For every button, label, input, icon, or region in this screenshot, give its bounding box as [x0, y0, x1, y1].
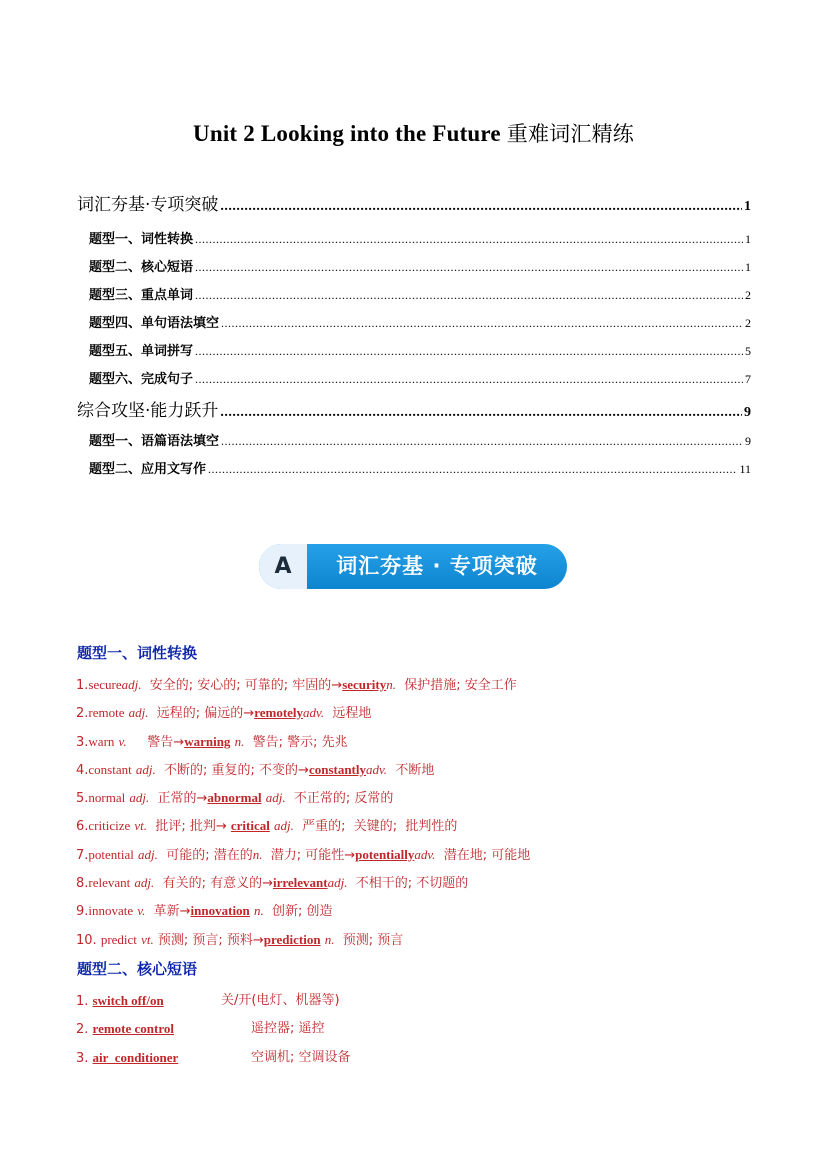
item-meaning: 空调机; 空调设备 [251, 1049, 351, 1065]
toc-leader-dots [220, 405, 742, 421]
item-pos: v. [118, 733, 127, 749]
item-word: normal [88, 790, 126, 806]
toc-entry[interactable] [77, 458, 751, 486]
toc-page-number: 5 [745, 344, 751, 358]
item-answer-pos: adv. [414, 846, 436, 862]
toc-page-number: 1 [745, 232, 751, 246]
item-answer: warning [184, 733, 231, 749]
toc-leader-dots [195, 232, 743, 247]
item-answer-pos: n. [234, 733, 245, 749]
item-number: 6. [76, 819, 89, 835]
item-number: 3. [76, 734, 89, 750]
item-pos: v. [137, 903, 146, 919]
item-pos: vt. [134, 818, 148, 834]
list-item [76, 1015, 776, 1043]
toc-entry-label: 题型三、重点单词 [89, 288, 194, 303]
item-answer: constantly [308, 761, 366, 777]
item-number: 2. [76, 706, 89, 722]
item-meaning: 正常的→ [157, 791, 208, 807]
toc-leader-dots [208, 462, 737, 477]
item-answer: security [342, 677, 387, 692]
item-number: 4. [76, 762, 89, 778]
item-word: potential [88, 846, 134, 862]
toc-entry[interactable] [77, 368, 751, 396]
word-forms-list [76, 671, 776, 954]
item-answer-pos: adv. [366, 761, 388, 777]
item-word: constant [88, 761, 132, 777]
item-meaning: 遥控器; 遥控 [251, 1021, 325, 1037]
toc-page-number: 9 [744, 405, 751, 420]
toc-leader-dots [221, 316, 743, 331]
toc-entry-label: 题型五、单词拼写 [89, 344, 194, 359]
toc-entry[interactable] [77, 228, 751, 256]
toc-entry-label: 题型二、核心短语 [89, 260, 194, 275]
toc-entry[interactable] [77, 312, 751, 340]
item-meaning: 警告→ [147, 734, 185, 750]
list-item [76, 987, 776, 1015]
toc-entry-label: 词汇夯基·专项突破 [77, 195, 219, 215]
item-answer: remotely [254, 705, 304, 721]
toc-page-number: 2 [745, 316, 751, 330]
item-answer-meaning: 创新; 创造 [271, 904, 333, 920]
item-number: 1. [76, 994, 89, 1009]
item-answer: air conditioner [92, 1049, 179, 1065]
item-word: remote [88, 705, 125, 721]
toc-page-number: 9 [745, 434, 751, 448]
item-meaning: 可能的; 潜在的 [166, 847, 253, 863]
table-of-contents [77, 190, 751, 486]
item-answer-pos: adj. [327, 875, 348, 891]
toc-leader-dots [221, 434, 743, 449]
item-answer-pos: adj. [273, 818, 294, 834]
item-number: 10. [76, 932, 97, 948]
list-item [76, 784, 776, 812]
item-pos: adj. [128, 705, 149, 721]
item-meaning: 批评; 批判→ [155, 819, 227, 835]
toc-entry-label: 题型六、完成句子 [89, 372, 194, 387]
banner-label: 词汇夯基 · 专项突破 [336, 554, 538, 578]
item-answer-meaning: 预测; 预言 [342, 932, 404, 948]
item-word: relevant [88, 875, 131, 891]
item-number: 5. [76, 791, 89, 807]
toc-entry-label: 综合攻坚·能力跃升 [77, 401, 219, 421]
toc-entry[interactable] [77, 190, 751, 228]
toc-page-number: 1 [745, 260, 751, 274]
item-answer: critical [230, 818, 270, 834]
item-answer-meaning: 警告; 警示; 先兆 [252, 734, 348, 750]
item-meaning: 有关的; 有意义的→ [162, 876, 273, 892]
item-number: 8. [76, 876, 89, 892]
item-pos: adj. [129, 790, 150, 806]
item-pos-secondary: n. [252, 846, 263, 862]
toc-leader-dots [195, 288, 743, 303]
list-item [76, 699, 776, 727]
toc-entry[interactable] [77, 256, 751, 284]
item-word: predict [100, 931, 137, 947]
toc-entry-label: 题型二、应用文写作 [89, 462, 207, 477]
item-answer: innovation [190, 903, 250, 919]
item-meaning: 革新→ [153, 904, 191, 920]
toc-entry-label: 题型一、词性转换 [89, 232, 194, 247]
item-number: 7. [76, 847, 89, 863]
toc-entry-label: 题型一、语篇语法填空 [89, 434, 220, 449]
item-answer: irrelevant [272, 875, 328, 891]
banner-letter-badge [259, 544, 307, 589]
toc-entry[interactable] [77, 396, 751, 430]
item-answer-pos: adj. [265, 790, 286, 806]
item-meaning: 安全的; 安心的; 可靠的; 牢固的→ [149, 678, 343, 693]
toc-entry[interactable] [77, 430, 751, 458]
item-word: criticize [88, 818, 131, 834]
list-item [76, 841, 776, 869]
item-meaning: 预测; 预言; 预料→ [157, 932, 264, 948]
toc-page-number: 11 [739, 462, 751, 476]
toc-leader-dots [195, 260, 743, 275]
item-meaning-secondary: 潜力; 可能性→ [270, 847, 356, 863]
section-banner [259, 544, 567, 589]
toc-page-number: 7 [745, 372, 751, 386]
list-item [76, 728, 776, 756]
item-answer-pos: n. [324, 931, 335, 947]
item-answer: prediction [263, 931, 321, 947]
item-word: innovate [88, 903, 134, 919]
item-answer-meaning: 不断地 [395, 762, 435, 778]
toc-entry[interactable] [77, 340, 751, 368]
item-meaning: 远程的; 偏远的→ [156, 706, 255, 722]
item-word: warn [88, 733, 115, 749]
list-item [76, 869, 776, 897]
item-meaning: 关/开(电灯、机器等) [221, 993, 340, 1008]
item-number: 2. [76, 1022, 89, 1038]
item-pos: adj. [121, 677, 142, 692]
item-word: secure [88, 677, 122, 692]
title-chinese: 重难词汇精练 [506, 122, 634, 146]
phrases-list [76, 987, 776, 1072]
item-pos: adj. [138, 846, 158, 862]
item-answer-meaning: 保护措施; 安全工作 [404, 678, 517, 693]
item-number: 3. [76, 1050, 89, 1066]
toc-page-number: 1 [744, 199, 751, 214]
list-item [76, 756, 776, 784]
section-heading-phrases: 题型二、核心短语 [77, 960, 198, 978]
toc-entry[interactable] [77, 284, 751, 312]
item-number: 9. [76, 904, 89, 920]
item-pos: adj. [135, 761, 156, 777]
item-answer: remote control [92, 1021, 175, 1037]
item-answer: abnormal [207, 790, 262, 806]
item-answer-meaning: 远程地 [332, 706, 372, 722]
item-pos: adj. [134, 875, 155, 891]
toc-entry-label: 题型四、单句语法填空 [89, 316, 220, 331]
toc-leader-dots [195, 344, 743, 359]
item-pos: vt. [141, 931, 154, 947]
item-answer: switch off/on [92, 993, 164, 1008]
item-answer-pos: n. [253, 903, 264, 919]
item-answer: potentially [355, 846, 415, 862]
item-answer-pos: n. [386, 677, 396, 692]
toc-leader-dots [195, 372, 743, 387]
title-english: Unit 2 Looking into the Future [193, 121, 501, 146]
item-answer-meaning: 潜在地; 可能地 [443, 847, 531, 863]
list-item [76, 1044, 776, 1072]
item-number: 1. [76, 678, 89, 693]
item-answer-pos: adv. [303, 705, 325, 721]
page-title [0, 118, 827, 148]
toc-leader-dots [220, 199, 742, 215]
item-answer-meaning: 不正常的; 反常的 [293, 791, 394, 807]
list-item [76, 671, 776, 699]
section-heading-word-forms: 题型一、词性转换 [77, 644, 198, 662]
item-answer-meaning: 严重的; 关键的; 批判性的 [302, 819, 458, 835]
item-answer-meaning: 不相干的; 不切题的 [355, 876, 469, 892]
toc-page-number: 2 [745, 288, 751, 302]
list-item [76, 812, 776, 840]
banner-letter: A [274, 554, 292, 579]
list-item [76, 926, 776, 954]
list-item [76, 897, 776, 925]
item-meaning: 不断的; 重复的; 不变的→ [164, 762, 309, 778]
